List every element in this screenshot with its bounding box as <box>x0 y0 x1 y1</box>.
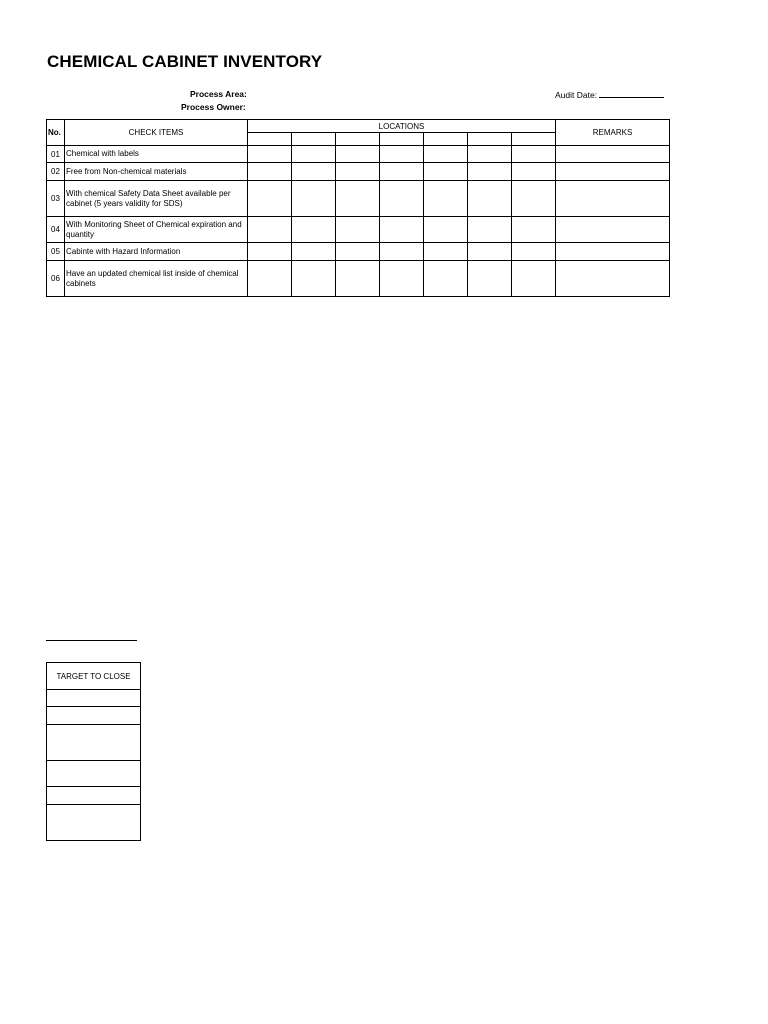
location-cell <box>424 261 468 297</box>
location-cell <box>248 133 292 146</box>
remarks-cell <box>556 261 670 297</box>
target-row <box>47 707 141 725</box>
row-number: 06 <box>47 261 65 297</box>
location-cell <box>336 261 380 297</box>
check-item: With Monitoring Sheet of Chemical expiration and quantity <box>65 217 248 243</box>
location-cell <box>512 133 556 146</box>
target-row <box>47 787 141 805</box>
table-row <box>47 181 670 217</box>
target-cell <box>47 761 141 787</box>
location-cell <box>336 133 380 146</box>
row-number: 05 <box>47 243 65 261</box>
location-cell <box>336 181 380 217</box>
target-header: TARGET TO CLOSE <box>47 663 141 690</box>
target-row <box>47 761 141 787</box>
table-row <box>47 243 670 261</box>
inventory-table <box>46 119 670 297</box>
signature-line <box>46 640 137 641</box>
audit-date-field <box>555 89 664 100</box>
header-check-items: CHECK ITEMS <box>65 120 248 146</box>
check-item: With chemical Safety Data Sheet available per cabinet (5 years validity for SDS) <box>65 181 248 217</box>
process-area-label: Process Area: <box>190 89 247 99</box>
location-cell <box>380 163 424 181</box>
location-cell <box>424 243 468 261</box>
location-cell <box>512 146 556 163</box>
location-cell <box>380 181 424 217</box>
table-row <box>47 217 670 243</box>
location-cell <box>292 146 336 163</box>
target-row <box>47 690 141 707</box>
location-cell <box>468 261 512 297</box>
document-title: CHEMICAL CABINET INVENTORY <box>47 52 323 71</box>
header-locations: LOCATIONS <box>248 120 556 133</box>
location-cell <box>424 181 468 217</box>
location-cell <box>292 133 336 146</box>
target-row <box>47 725 141 761</box>
check-item: Free from Non-chemical materials <box>65 163 248 181</box>
remarks-cell <box>556 181 670 217</box>
location-cell <box>512 217 556 243</box>
remarks-cell <box>556 243 670 261</box>
target-cell <box>47 805 141 841</box>
location-cell <box>292 243 336 261</box>
location-cell <box>380 261 424 297</box>
location-cell <box>248 146 292 163</box>
location-cell <box>248 181 292 217</box>
location-cell <box>292 261 336 297</box>
row-number: 04 <box>47 217 65 243</box>
location-cell <box>468 133 512 146</box>
location-cell <box>248 163 292 181</box>
target-cell <box>47 787 141 805</box>
location-cell <box>248 261 292 297</box>
location-cell <box>512 261 556 297</box>
location-cell <box>336 217 380 243</box>
header-row <box>47 120 670 133</box>
location-cell <box>424 217 468 243</box>
location-cell <box>380 133 424 146</box>
remarks-cell <box>556 217 670 243</box>
location-cell <box>292 163 336 181</box>
row-number: 01 <box>47 146 65 163</box>
location-cell <box>468 146 512 163</box>
target-cell <box>47 707 141 725</box>
location-cell <box>380 146 424 163</box>
audit-date-blank-line <box>599 89 664 98</box>
target-header-row <box>47 663 141 690</box>
row-number: 03 <box>47 181 65 217</box>
remarks-cell <box>556 146 670 163</box>
table-row <box>47 261 670 297</box>
remarks-cell <box>556 163 670 181</box>
target-row <box>47 805 141 841</box>
location-cell <box>468 217 512 243</box>
table-row <box>47 146 670 163</box>
check-item: Cabinte with Hazard Information <box>65 243 248 261</box>
location-cell <box>512 181 556 217</box>
check-item: Chemical with labels <box>65 146 248 163</box>
row-number: 02 <box>47 163 65 181</box>
location-cell <box>248 243 292 261</box>
check-item: Have an updated chemical list inside of chemical cabinets <box>65 261 248 297</box>
location-cell <box>512 163 556 181</box>
location-cell <box>380 243 424 261</box>
location-cell <box>512 243 556 261</box>
location-cell <box>292 217 336 243</box>
location-cell <box>292 181 336 217</box>
location-cell <box>248 217 292 243</box>
table-row <box>47 163 670 181</box>
process-owner-label: Process Owner: <box>181 102 246 112</box>
target-cell <box>47 690 141 707</box>
location-cell <box>468 243 512 261</box>
location-cell <box>380 217 424 243</box>
location-cell <box>424 146 468 163</box>
audit-date-label: Audit Date: <box>555 90 598 100</box>
location-cell <box>468 163 512 181</box>
location-cell <box>424 133 468 146</box>
target-cell <box>47 725 141 761</box>
location-cell <box>424 163 468 181</box>
header-no: No. <box>47 120 65 146</box>
header-remarks: REMARKS <box>556 120 670 146</box>
location-cell <box>336 146 380 163</box>
target-to-close-table <box>46 662 141 841</box>
location-cell <box>336 163 380 181</box>
location-cell <box>468 181 512 217</box>
location-cell <box>336 243 380 261</box>
